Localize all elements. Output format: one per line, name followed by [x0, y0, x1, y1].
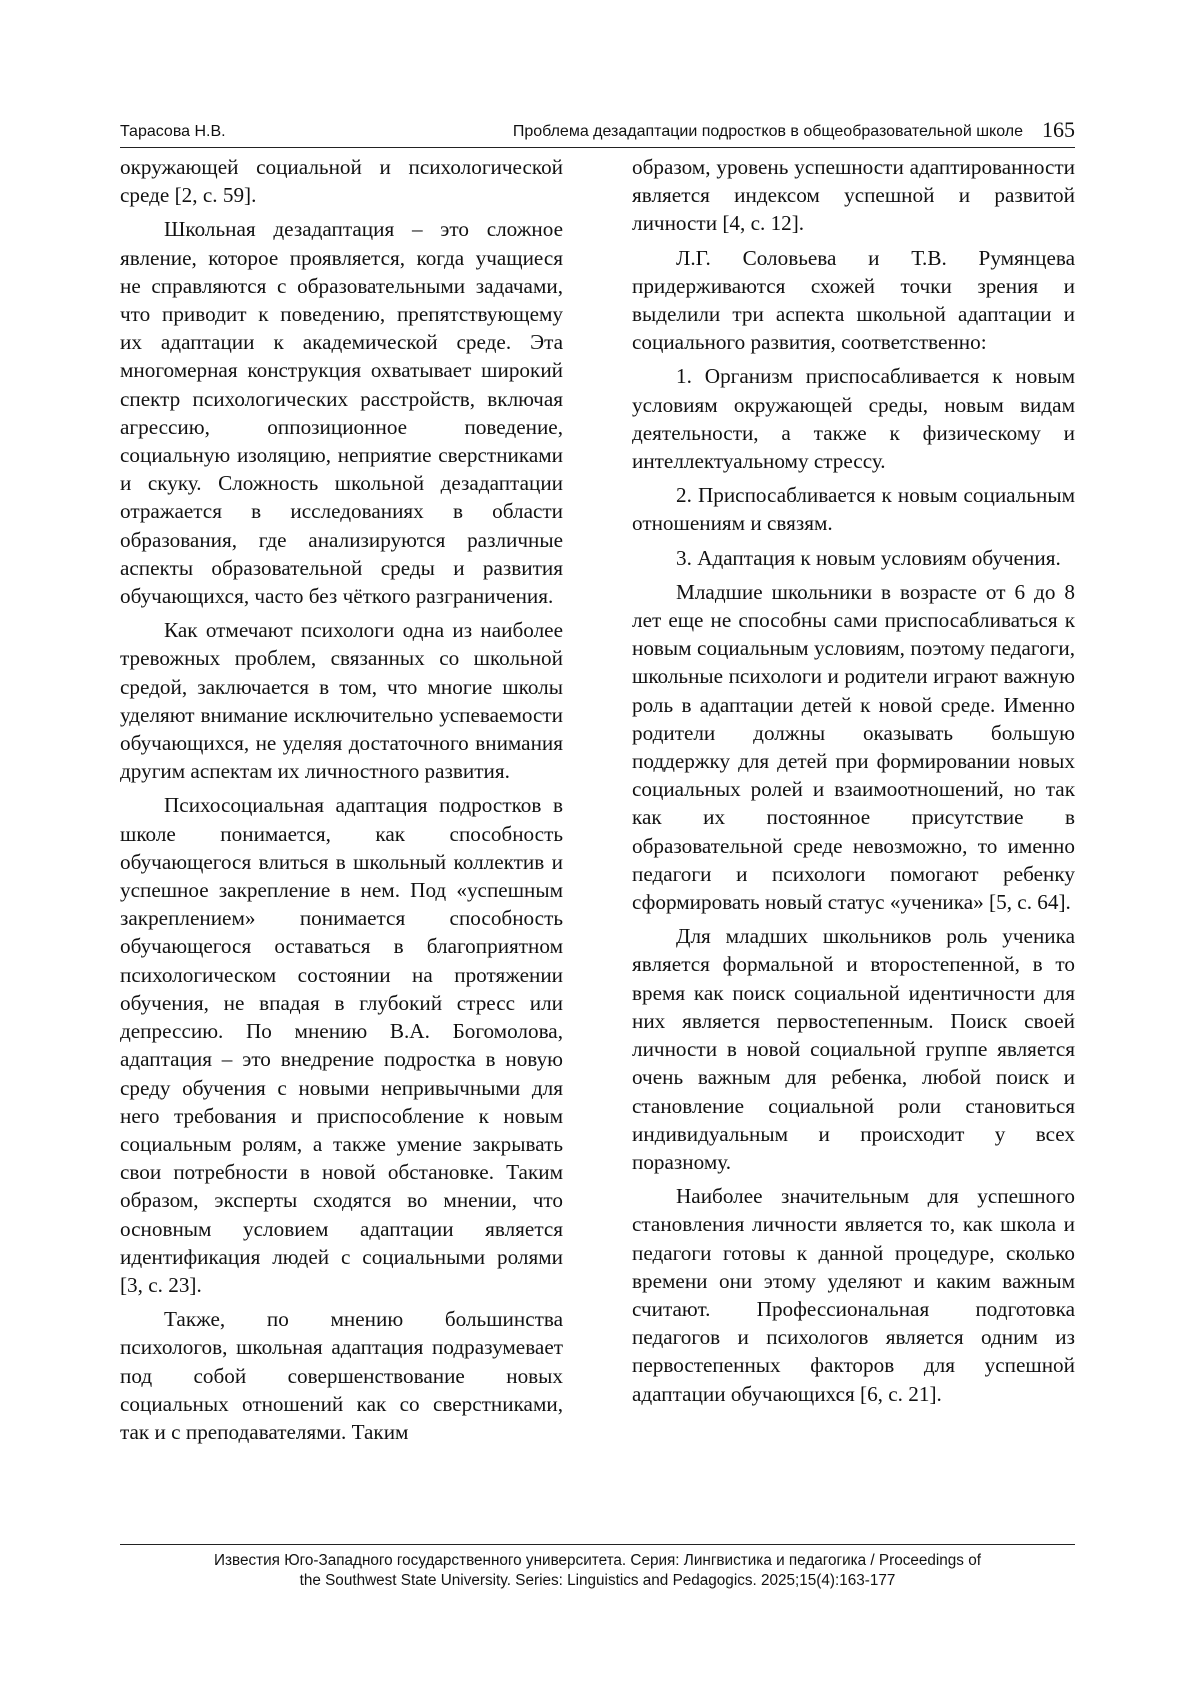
- paragraph: окружающей социальной и психологической среде [2, с. 59].: [120, 155, 563, 208]
- footer-divider: [120, 1544, 1075, 1545]
- paragraph: Как отмечают психологи одна из наиболее тревожных проблем, связанных со школьной средой, заключается в том, что многие школы уделяют внимание исключительно успеваемости обучающихся, не уделяя достаточного внимания другим аспектам их личностного развития.: [120, 618, 563, 784]
- paragraph: Л.Г. Соловьева и Т.В. Румянцева придерживаются схожей точки зрения и выделили три аспекта школьной адаптации и социального развития, соответственно:: [632, 245, 1075, 355]
- paragraph: образом, уровень успешности адаптированности является индексом успешной и развитой личности [4, с. 12].: [632, 155, 1075, 236]
- list-item: 1. Организм приспосабливается к новым условиям окружающей среды, новым видам деятельности, а также к физическому и интеллектуальному стрессу.: [632, 364, 1075, 474]
- right-column: [632, 153, 1075, 1414]
- paragraph: Также, по мнению большинства психологов, школьная адаптация подразумевает под собой совершенствование новых социальных отношений как со сверстниками, так и с преподавателями. Таким: [120, 1307, 563, 1444]
- journal-footer: [120, 1551, 1075, 1591]
- paragraph: Наиболее значительным для успешного становления личности является то, как школа и педагоги готовы к данной процедуре, сколько времени они этому уделяют и каким важным считают. Профессиональная подготовка педагогов и психологов является одним из первостепенных факторов для успешной адаптации обучающихся [6, с. 21].: [632, 1184, 1075, 1406]
- running-head-title: Проблема дезадаптации подростков в общеобразовательной школе: [512, 123, 1023, 140]
- footer-line: Известия Юго-Западного государственного университета. Серия: Лингвистика и педагогика / Proceedings of: [214, 1552, 981, 1569]
- paragraph: Школьная дезадаптация – это сложное явление, которое проявляется, когда учащиеся не справляются с образовательными задачами, что приводит к поведению, препятствующему их адаптации к академической среде. Эта многомерная конструкция охватывает широкий спектр психологических расстройств, включая агрессию, оппозиционное поведение, социальную изоляцию, неприятие сверстниками и скуку. Сложность школьной дезадаптации отражается в исследованиях в области образования, где анализируются различные аспекты образовательной среды и развития обучающихся, часто без чёткого разграничения.: [120, 217, 563, 609]
- list-item: 3. Адаптация к новым условиям обучения.: [676, 545, 1061, 570]
- running-head: [120, 117, 1075, 147]
- left-column: [120, 153, 563, 1452]
- paragraph: Младшие школьники в возрасте от 6 до 8 лет еще не способны сами приспосабливаться к новым социальным условиям, поэтому педагоги, школьные психологи и родители играют важную роль в адаптации детей к новой среде. Именно родители должны оказывать большую поддержку для детей при формировании новых социальных ролей и взаимоотношений, но так как их постоянное присутствие в образовательной среде невозможно, то именно педагоги и психологи помогают ребенку сформировать новый статус «ученика» [5, с. 64].: [632, 579, 1075, 915]
- header-divider: [120, 147, 1075, 148]
- page-number: 165: [1042, 117, 1075, 142]
- paragraph: Психосоциальная адаптация подростков в школе понимается, как способность обучающегося влиться в школьный коллектив и успешное закрепление в нем. Под «успешным закреплением» понимается способность обучающегося оставаться в благоприятном психологическом состоянии на протяжении обучения, не впадая в глубокий стресс или депрессию. По мнению В.А. Богомолова, адаптация – это внедрение подростка в новую среду обучения с новыми непривычными для него требования и приспособление к новым социальным ролям, а также умение закрывать свои потребности в новой обстановке. Таким образом, эксперты сходятся во мнении, что основным условием адаптации является идентификация людей с социальными ролями [3, с. 23].: [120, 793, 563, 1297]
- footer-line: the Southwest State University. Series: Linguistics and Pedagogics. 2025;15(4):163-177: [299, 1572, 896, 1589]
- running-head-author: Тарасова Н.В.: [120, 123, 226, 140]
- list-item: 2. Приспосабливается к новым социальным отношениям и связям.: [632, 483, 1075, 536]
- paragraph: Для младших школьников роль ученика является формальной и второстепенной, в то время как поиск социальной идентичности для них является первостепенным. Поиск своей личности в новой социальной группе является очень важным для ребенка, любой поиск и становление социальной роли становиться индивидуальным и происходит у всех поразному.: [632, 924, 1075, 1174]
